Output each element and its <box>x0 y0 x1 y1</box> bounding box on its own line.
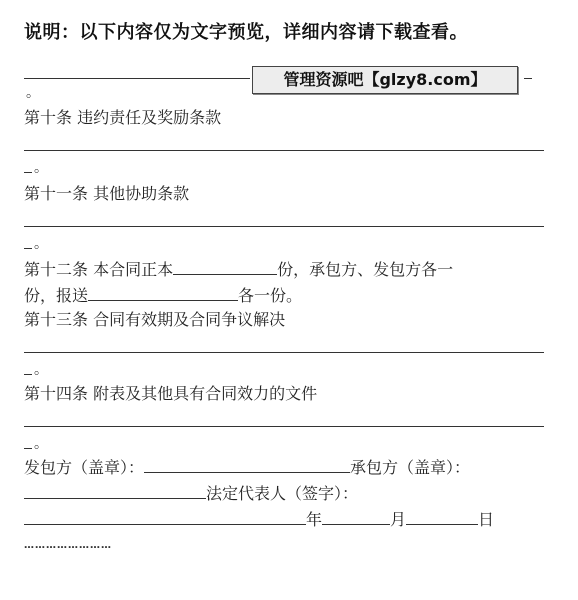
fill-line <box>24 226 544 227</box>
employer-label: 发包方（盖章）： <box>24 458 145 477</box>
day-blank <box>406 510 478 525</box>
contractor-seal-blank <box>24 484 206 499</box>
month-label: 月 <box>390 510 407 529</box>
article-12-text: 各一份。 <box>238 286 303 305</box>
end-mark: 。 <box>34 436 48 452</box>
signature-date-line <box>24 510 494 530</box>
recipient-blank <box>88 286 238 301</box>
article-14-heading: 第十四条 附表及其他具有合同效力的文件 <box>24 384 318 403</box>
month-blank <box>322 510 390 525</box>
fill-line <box>24 352 544 353</box>
end-mark: 。 <box>34 160 48 176</box>
copies-blank <box>173 260 277 275</box>
article-12-line-2 <box>24 286 302 306</box>
contractor-label: 承包方（盖章）： <box>350 458 471 477</box>
end-mark: 。 <box>34 236 48 252</box>
fill-line <box>24 448 32 449</box>
article-13-heading: 第十三条 合同有效期及合同争议解决 <box>24 310 286 329</box>
employer-seal-blank <box>144 458 350 473</box>
fill-line <box>24 78 250 79</box>
preview-notice: 说明：以下内容仅为文字预览，详细内容请下载查看。 <box>24 22 468 43</box>
fill-line <box>24 150 544 151</box>
article-11-heading: 第十一条 其他协助条款 <box>24 184 190 203</box>
end-mark: 。 <box>34 362 48 378</box>
article-12-text: 份，报送 <box>24 286 89 305</box>
article-12-text: 份，承包方、发包方各一 <box>277 260 454 279</box>
end-mark: 。 <box>26 85 40 101</box>
day-label: 日 <box>478 510 495 529</box>
trailing-ellipsis: …………………… <box>24 540 112 551</box>
signature-line-2 <box>24 484 358 504</box>
fill-line <box>24 426 544 427</box>
fill-line <box>24 374 32 375</box>
signature-line-1 <box>24 458 470 478</box>
legal-rep-label: 法定代表人（签字）： <box>206 484 359 503</box>
article-12-line-1 <box>24 260 453 280</box>
year-label: 年 <box>306 510 323 529</box>
article-12-text: 第十二条 本合同正本 <box>24 260 174 279</box>
fill-line <box>24 172 32 173</box>
site-watermark: 管理资源吧【glzy8.com】 <box>252 66 518 94</box>
article-10-heading: 第十条 违约责任及奖励条款 <box>24 108 222 127</box>
fill-line <box>524 78 532 79</box>
legal-rep-blank <box>24 510 306 525</box>
fill-line <box>24 248 32 249</box>
